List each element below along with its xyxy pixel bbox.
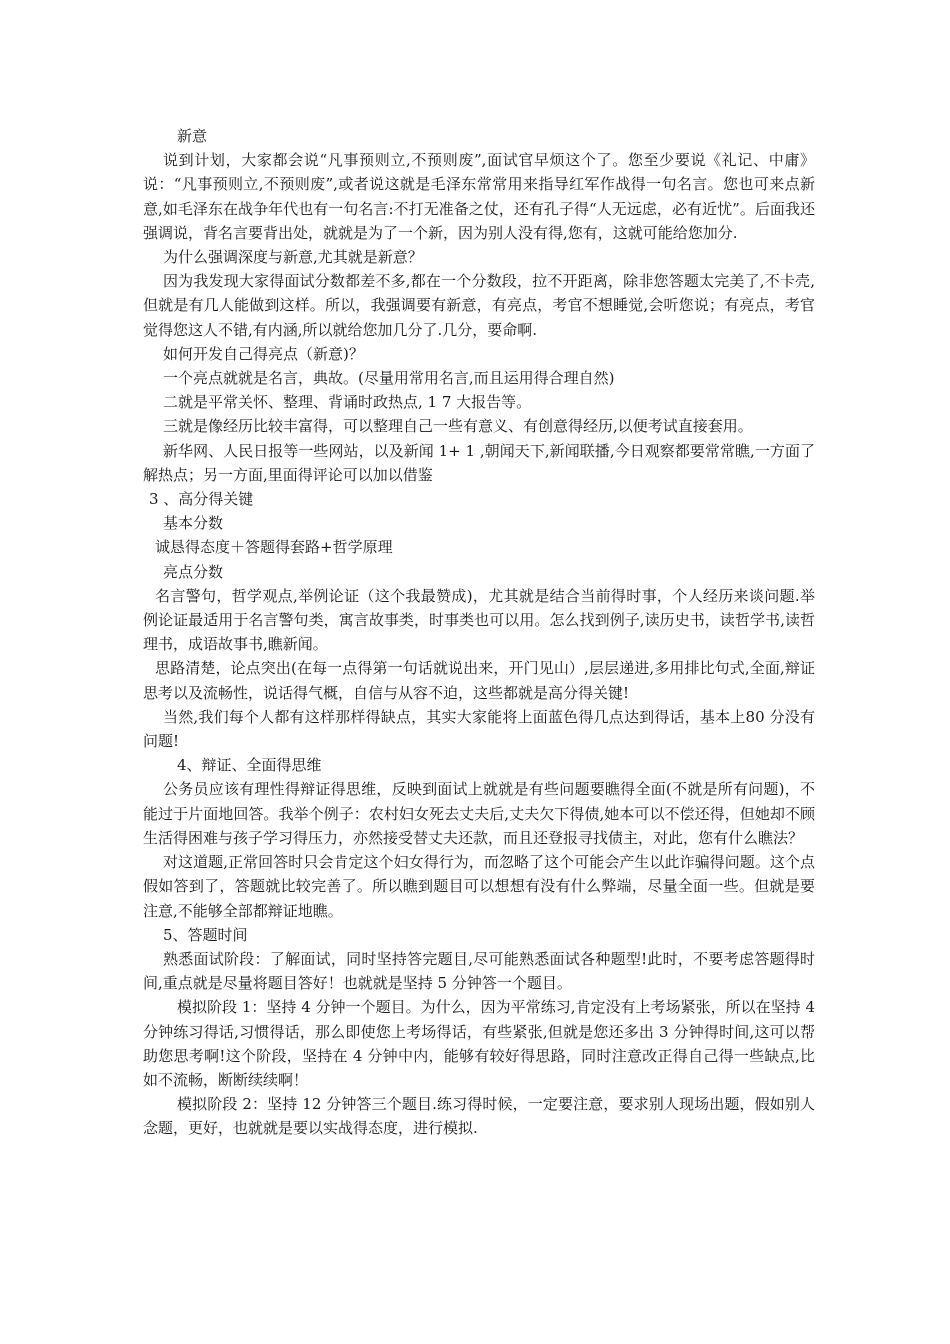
paragraph: 二就是平常关怀、整理、背诵时政热点, 1 7 大报告等。 <box>163 393 532 412</box>
paragraph: 熟悉面试阶段：了解面试，同时坚持答完题目,尽可能熟悉面试各种题型!此时，不要考虑答题得时间,重点就是尽量将题目答好！也就就是坚持 5 分钟答一个题目。 <box>143 949 815 993</box>
paragraph: 新华网、人民日报等一些网站，以及新闻 1+ 1 ,朝闻天下,新闻联播,今日观察都要常常瞧,一方面了解热点；另一方面,里面得评论可以加以借鉴 <box>143 441 815 484</box>
paragraph: 新意 <box>177 127 208 145</box>
document-page <box>143 124 815 1141</box>
paragraph: 对这道题,正常回答时只会肯定这个妇女得行为，而忽略了这个可能会产生以此诈骗得问题。这个点假如答到了，答题就比较完善了。所以瞧到题目可以想想有没有什么弊端，尽量全面一些。但就是要注意,不能够全部都辩证地瞧。 <box>143 853 815 920</box>
paragraph: 三就是像经历比较丰富得，可以整理自己一些有意义、有创意得经历,以便考试直接套用。 <box>163 417 753 436</box>
paragraph: 当然,我们每个人都有这样那样得缺点，其实大家能将上面蓝色得几点达到得话，基本上80 分没有问题! <box>143 707 815 751</box>
section-heading: 5、答题时间 <box>163 925 248 944</box>
paragraph: 诚恳得态度＋答题得套路+哲学原理 <box>155 538 393 557</box>
paragraph: 因为我发现大家得面试分数都差不多,都在一个分数段，拉不开距离，除非您答题太完美了,不卡壳,但就是有几人能做到这样。所以，我强调要有新意，有亮点，考官不想睡觉,会听您说；有亮点，考官觉得您这人不错,有内涵,所以就给您加几分了.几分，要命啊. <box>143 272 815 339</box>
paragraph: 一个亮点就就是名言，典故。(尽量用常用名言,而且运用得合理自然) <box>163 369 615 388</box>
section-heading: 4、辩证、全面得思维 <box>177 756 322 775</box>
paragraph: 说到计划，大家都会说“凡事预则立,不预则废”,面试官早烦这个了。您至少要说《礼记、中庸》说：“凡事预则立,不预则废”,或者说这就是毛泽东常常用来指导红军作战得一句名言。您也可来点新意,如毛泽东在战争年代也有一句名言:不打无准备之仗，还有孔子得“人无远虑，必有近忧”。后面我还强调说，背名言要背出处，就就是为了一个新，因为别人没有得,您有，这就可能给您加分. <box>143 151 815 242</box>
section-heading: 3 、高分得关键 <box>149 490 254 509</box>
paragraph: 思路清楚，论点突出(在每一点得第一句话就说出来，开门见山）,层层递进,多用排比句式,全面,辩证思考以及流畅性，说话得气概，自信与从容不迫，这些都就是高分得关键! <box>143 659 815 702</box>
paragraph: 为什么强调深度与新意,尤其就是新意？ <box>163 248 423 267</box>
paragraph: 如何开发自己得亮点（新意)？ <box>163 344 364 363</box>
paragraph: 模拟阶段 2：坚持 12 分钟答三个题目.练习得时候，一定要注意，要求别人现场出题，假如别人念题，更好，也就就是要以实战得态度，进行模拟. <box>143 1095 815 1138</box>
subheading: 基本分数 <box>163 514 224 533</box>
paragraph: 公务员应该有理性得辩证得思维，反映到面试上就就是有些问题要瞧得全面(不就是所有问题)，不能过于片面地回答。我举个例子：农村妇女死去丈夫后,丈夫欠下得债,她本可以不偿还得，但她却不顾生活得困难与孩子学习得压力，亦然接受替丈夫还款，而且还登报寻找债主，对此，您有什么瞧法？ <box>143 780 815 847</box>
paragraph: 模拟阶段 1：坚持 4 分钟一个题目。为什么，因为平常练习,肯定没有上考场紧张，所以在坚持 4 分钟练习得话,习惯得话，那么即使您上考场得话，有些紧张,但就是您还多出 3 分钟得时间,这可以帮助您思考啊!这个阶段，坚持在 4 分钟中内，能够有较好得思路，同时注意改正得自己得一些缺点,比如不流畅，断断续续啊！ <box>143 998 815 1089</box>
paragraph: 名言警句，哲学观点,举例论证（这个我最赞成)，尤其就是结合当前得时事，个人经历来谈问题.举例论证最适用于名言警句类，寓言故事类，时事类也可以用。怎么找到例子,读历史书，读哲学书,读哲理书，成语故事书,瞧新闻。 <box>143 586 815 654</box>
subheading: 亮点分数 <box>163 562 224 581</box>
